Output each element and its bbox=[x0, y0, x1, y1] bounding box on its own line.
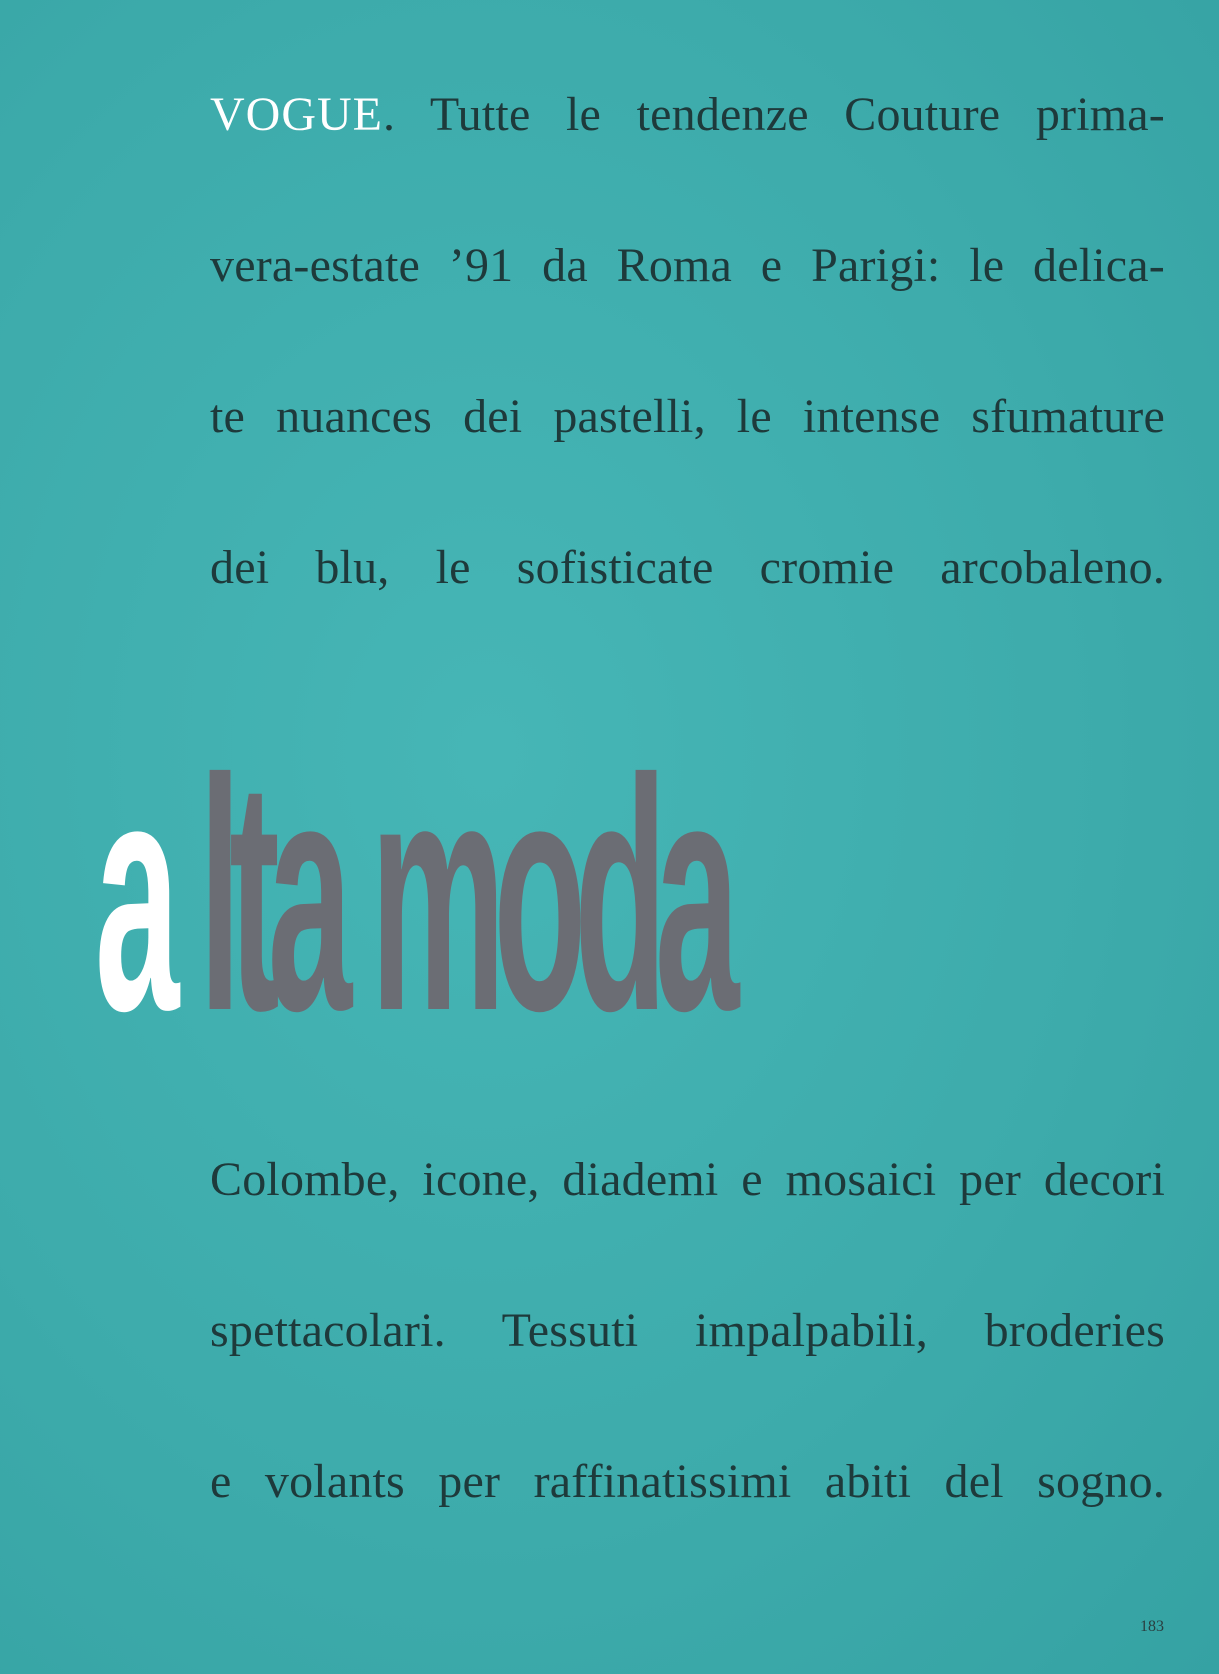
outro-paragraph bbox=[210, 1155, 1165, 1608]
intro-paragraph bbox=[210, 90, 1165, 694]
headline-first-letter: a bbox=[95, 710, 168, 1079]
intro-line-1 bbox=[210, 90, 1165, 140]
intro-line-3: te nuances dei pastelli, le intense sfumature bbox=[210, 390, 1165, 443]
headline-rest: lta moda bbox=[199, 710, 728, 1079]
intro-line-1-text: . Tutte le tendenze Couture prima- bbox=[382, 88, 1165, 141]
outro-line-1: Colombe, icone, diademi e mosaici per decori bbox=[210, 1153, 1165, 1206]
outro-line-3: e volants per raffinatissimi abiti del sogno. bbox=[210, 1455, 1165, 1508]
vogue-brand: VOGUE bbox=[210, 88, 383, 141]
intro-line-4: dei blu, le sofisticate cromie arcobaleno. bbox=[210, 541, 1165, 594]
intro-line-2: vera-estate ’91 da Roma e Parigi: le delica- bbox=[210, 239, 1165, 292]
headline-alta-moda bbox=[95, 700, 1035, 1079]
outro-line-2: spettacolari. Tessuti impalpabili, broderies bbox=[210, 1304, 1165, 1357]
page-number: 183 bbox=[1140, 1618, 1164, 1635]
